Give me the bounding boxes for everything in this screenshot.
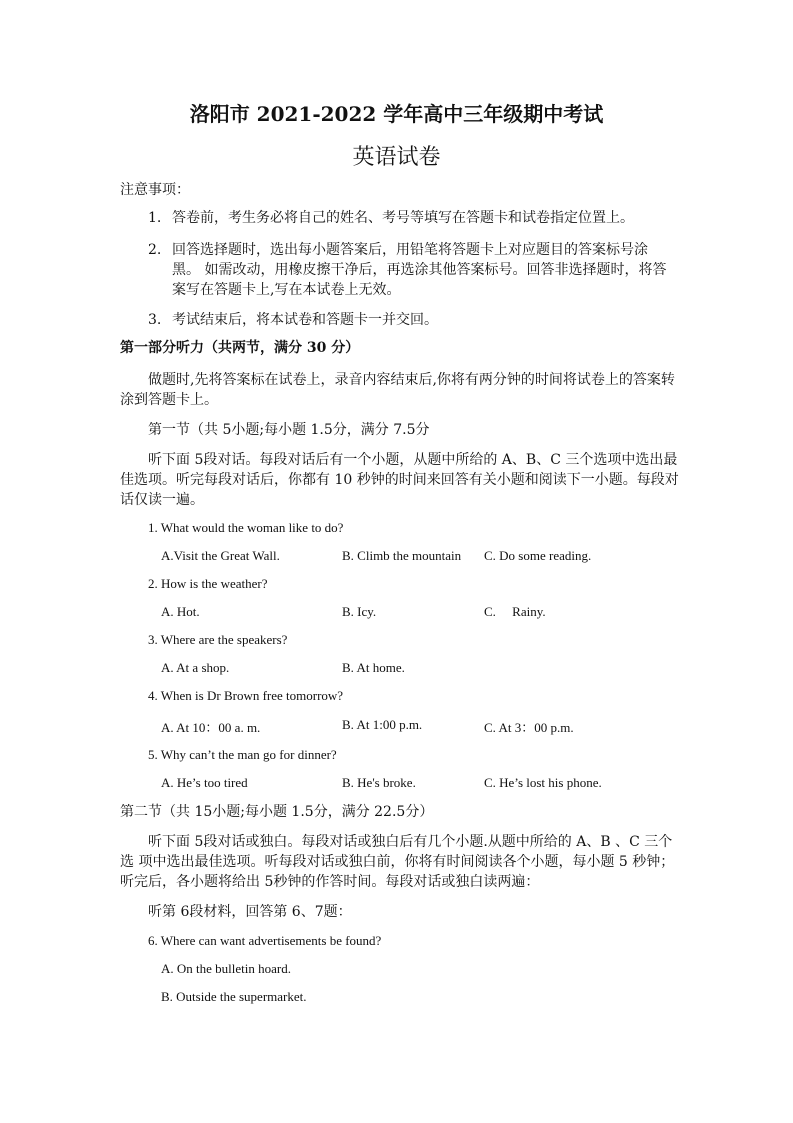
question-text: 4. When is Dr Brown free tomorrow?	[148, 688, 344, 703]
section-heading: 第一节（共 5小题;每小题 1.5分，满分 7.5分	[148, 422, 430, 438]
notice-heading: 注意事项：	[120, 182, 190, 198]
part-intro: 做题时,先将答案标在试卷上，录音内容结束后,你将有两分钟的时间将试卷上的答案转	[148, 372, 675, 388]
exam-subtitle: 英语试卷	[352, 145, 441, 170]
material-heading: 听第 6段材料，回答第 6、7题：	[148, 904, 352, 920]
question-text: 5. Why can’t the man go for dinner?	[148, 747, 337, 762]
notice-item-text: 答卷前，考生务必将自己的姓名、考号等填写在答题卡和试卷指定位置上。	[172, 210, 634, 226]
option-b: B. Outside the supermarket.	[161, 989, 307, 1004]
option-c: C. Do some reading.	[484, 548, 592, 563]
section-instructions: 听下面 5段对话。每段对话后有一个小题，从题中所给的 A、B、C 三个选项中选出最	[148, 452, 678, 468]
section-instructions: 佳选项。听完每段对话后，你都有 10 秒钟的时间来回答有关小题和阅读下一小题。每段对	[120, 472, 679, 488]
question-text: 3. Where are the speakers?	[148, 632, 288, 647]
option-b: B. At 1:00 p.m.	[342, 717, 423, 732]
question-text: 2. How is the weather?	[148, 576, 268, 591]
section-heading: 第二节（共 15小题;每小题 1.5分，满分 22.5分）	[120, 804, 434, 820]
section-instructions: 听完后，各小题将给出 5秒钟的作答时间。每段对话或独白读两遍：	[120, 874, 540, 890]
option-a: A. Hot.	[161, 604, 200, 619]
question-text: 1. What would the woman like to do?	[148, 520, 344, 535]
notice-item-number: 3.	[148, 312, 162, 328]
option-a: A. At a shop.	[161, 660, 230, 675]
option-c: C. At 3：00 p.m.	[484, 720, 574, 735]
section-instructions: 选 项中选出最佳选项。听每段对话或独白前，你将有时间阅读各个小题，每小题 5 秒钟；	[120, 854, 675, 870]
option-c: C. He’s lost his phone.	[484, 775, 602, 790]
option-a: A. At 10：00 a. m.	[161, 720, 261, 735]
notice-item-text: 案写在答题卡上,写在本试卷上无效。	[172, 282, 401, 298]
option-c: C. Rainy.	[484, 604, 546, 619]
option-b: B. He's broke.	[342, 775, 416, 790]
notice-item-number: 1.	[148, 210, 162, 226]
section-instructions: 听下面 5段对话或独白。每段对话或独白后有几个小题.从题中所给的 A、B 、C 三个	[148, 834, 673, 850]
option-b: B. Icy.	[342, 604, 377, 619]
notice-item-number: 2.	[148, 242, 162, 258]
option-a: A.Visit the Great Wall.	[161, 548, 280, 563]
notice-item-text: 黑。 如需改动，用橡皮擦干净后，再选涂其他答案标号。回答非选择题时，将答	[172, 262, 667, 278]
question-text: 6. Where can want advertisements be found?	[148, 933, 382, 948]
option-b: B. At home.	[342, 660, 405, 675]
part-intro: 涂到答题卡上。	[120, 392, 218, 408]
notice-item-text: 回答选择题时，选出每小题答案后，用铅笔将答题卡上对应题目的答案标号涂	[172, 242, 648, 258]
option-a: A. He’s too tired	[161, 775, 248, 790]
part-heading: 第一部分听力（共两节，满分 30 分）	[120, 340, 360, 356]
exam-title: 洛阳市 2021-2022 学年高中三年级期中考试	[189, 102, 604, 126]
notice-item-text: 考试结束后，将本试卷和答题卡一并交回。	[172, 312, 438, 328]
section-instructions: 话仅读一遍。	[120, 492, 204, 508]
option-a: A. On the bulletin hoard.	[161, 961, 291, 976]
option-b: B. Climb the mountain	[342, 548, 462, 563]
